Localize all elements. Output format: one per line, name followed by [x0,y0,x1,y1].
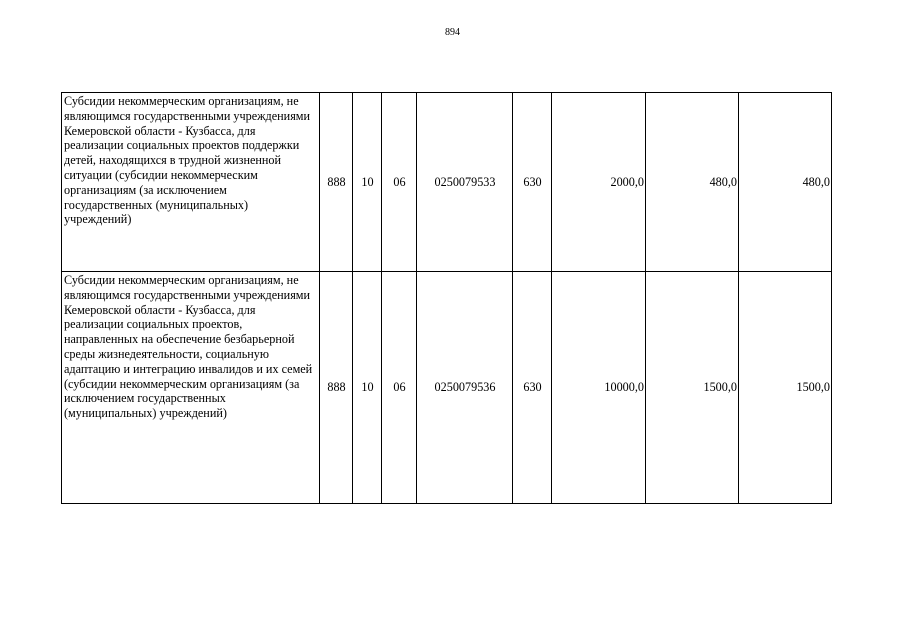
row-amount-2: 480,0 [646,93,739,272]
row-amount-3: 1500,0 [739,272,832,504]
row-section-code: 10 [353,272,382,504]
row-target-article: 0250079533 [417,93,513,272]
row-section-code: 10 [353,93,382,272]
row-expense-type: 630 [513,93,552,272]
row-subsection-code: 06 [382,93,417,272]
budget-table [61,92,832,504]
table-row [62,272,832,504]
table-row [62,93,832,272]
row-expense-type: 630 [513,272,552,504]
row-amount-3: 480,0 [739,93,832,272]
row-ministry-code: 888 [320,272,353,504]
row-target-article: 0250079536 [417,272,513,504]
row-description: Субсидии некоммерческим организациям, не являющимся государственными учреждениями Кемеровской области - Кузбасса, для реализации социальных проектов поддержки детей, находящихся в трудной жизненной ситуации (субсидии некоммерческим организациям (за исключением государственных (муниципальных) учреждений) [62,93,320,272]
page-number: 894 [445,27,460,38]
row-subsection-code: 06 [382,272,417,504]
row-amount-1: 10000,0 [552,272,646,504]
row-amount-2: 1500,0 [646,272,739,504]
row-amount-1: 2000,0 [552,93,646,272]
row-description: Субсидии некоммерческим организациям, не являющимся государственными учреждениями Кемеровской области - Кузбасса, для реализации социальных проектов, направленных на обеспечение безбарьерной среды жизнедеятельности, социальную адаптацию и интеграцию инвалидов и их семей (субсидии некоммерческим организациям (за исключением государственных (муниципальных) учреждений) [62,272,320,504]
row-ministry-code: 888 [320,93,353,272]
